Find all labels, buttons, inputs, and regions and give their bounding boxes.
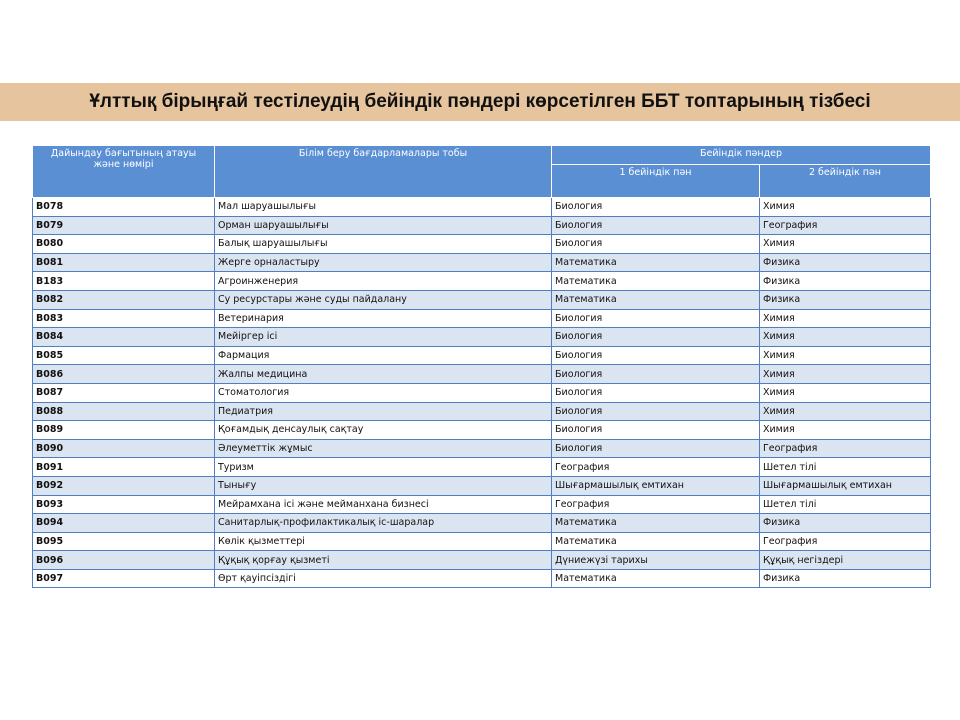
cell-subject-2: Химия bbox=[760, 421, 931, 440]
cell-subject-2: Шығармашылық емтихан bbox=[760, 476, 931, 495]
cell-program-name: Көлік қызметтері bbox=[215, 532, 552, 551]
cell-code: B089 bbox=[33, 421, 215, 440]
cell-program-name: Орман шаруашылығы bbox=[215, 216, 552, 235]
cell-subject-1: Биология bbox=[552, 439, 760, 458]
table-row bbox=[33, 290, 931, 309]
cell-code: B091 bbox=[33, 458, 215, 477]
cell-code: B093 bbox=[33, 495, 215, 514]
table-container bbox=[32, 145, 930, 588]
cell-code: B081 bbox=[33, 253, 215, 272]
cell-subject-2: Химия bbox=[760, 346, 931, 365]
table-row bbox=[33, 328, 931, 347]
cell-subject-1: Математика bbox=[552, 253, 760, 272]
page-title: Ұлттық бірыңғай тестілеудің бейіндік пәндері көрсетілген ББТ топтарының тізбесі bbox=[89, 91, 871, 112]
cell-program-name: Мейрамхана ісі және мейманхана бизнесі bbox=[215, 495, 552, 514]
table-row bbox=[33, 551, 931, 570]
cell-subject-1: Биология bbox=[552, 383, 760, 402]
table-row bbox=[33, 569, 931, 588]
cell-subject-2: Физика bbox=[760, 514, 931, 533]
cell-code: B083 bbox=[33, 309, 215, 328]
cell-subject-1: Дүниежүзі тарихы bbox=[552, 551, 760, 570]
cell-code: B085 bbox=[33, 346, 215, 365]
cell-subject-1: Математика bbox=[552, 569, 760, 588]
cell-program-name: Фармация bbox=[215, 346, 552, 365]
table-row bbox=[33, 216, 931, 235]
cell-program-name: Су ресурстары және суды пайдалану bbox=[215, 290, 552, 309]
cell-program-name: Әлеуметтік жұмыс bbox=[215, 439, 552, 458]
cell-code: B096 bbox=[33, 551, 215, 570]
header-subject-2: 2 бейіндік пән bbox=[760, 165, 931, 198]
cell-program-name: Стоматология bbox=[215, 383, 552, 402]
table-row bbox=[33, 198, 931, 217]
table-row bbox=[33, 365, 931, 384]
cell-program-name: Педиатрия bbox=[215, 402, 552, 421]
header-direction: Дайындау бағытының атауы және нөмірі bbox=[33, 146, 215, 198]
cell-program-name: Мал шаруашылығы bbox=[215, 198, 552, 217]
cell-program-name: Ветеринария bbox=[215, 309, 552, 328]
header-profile-subjects: Бейіндік пәндер bbox=[552, 146, 931, 165]
cell-subject-2: Физика bbox=[760, 272, 931, 291]
cell-program-name: Тынығу bbox=[215, 476, 552, 495]
header-subject-1: 1 бейіндік пән bbox=[552, 165, 760, 198]
table-row bbox=[33, 532, 931, 551]
table-row bbox=[33, 421, 931, 440]
cell-program-name: Агроинженерия bbox=[215, 272, 552, 291]
cell-subject-2: Химия bbox=[760, 235, 931, 254]
cell-code: B097 bbox=[33, 569, 215, 588]
cell-subject-2: Химия bbox=[760, 328, 931, 347]
cell-program-name: Мейіргер ісі bbox=[215, 328, 552, 347]
cell-code: B078 bbox=[33, 198, 215, 217]
header-program-group: Білім беру бағдарламалары тобы bbox=[215, 146, 552, 198]
table-row bbox=[33, 235, 931, 254]
cell-program-name: Балық шаруашылығы bbox=[215, 235, 552, 254]
cell-subject-2: Химия bbox=[760, 365, 931, 384]
cell-subject-2: География bbox=[760, 532, 931, 551]
cell-subject-2: Химия bbox=[760, 198, 931, 217]
title-banner bbox=[0, 83, 960, 121]
cell-program-name: Қоғамдық денсаулық сақтау bbox=[215, 421, 552, 440]
table-row bbox=[33, 514, 931, 533]
cell-subject-1: Шығармашылық емтихан bbox=[552, 476, 760, 495]
table-row bbox=[33, 495, 931, 514]
cell-subject-2: Химия bbox=[760, 383, 931, 402]
cell-subject-2: Химия bbox=[760, 309, 931, 328]
cell-subject-2: Физика bbox=[760, 253, 931, 272]
cell-program-name: Жалпы медицина bbox=[215, 365, 552, 384]
table-row bbox=[33, 346, 931, 365]
cell-subject-1: География bbox=[552, 458, 760, 477]
cell-code: B087 bbox=[33, 383, 215, 402]
cell-subject-2: География bbox=[760, 439, 931, 458]
cell-subject-1: Биология bbox=[552, 309, 760, 328]
table-row bbox=[33, 253, 931, 272]
cell-subject-1: Биология bbox=[552, 365, 760, 384]
cell-code: B079 bbox=[33, 216, 215, 235]
cell-subject-1: Математика bbox=[552, 514, 760, 533]
cell-code: B088 bbox=[33, 402, 215, 421]
table-row bbox=[33, 458, 931, 477]
cell-program-name: Санитарлық-профилактикалық іс-шаралар bbox=[215, 514, 552, 533]
subjects-table bbox=[32, 145, 931, 588]
cell-code: B183 bbox=[33, 272, 215, 291]
cell-subject-2: Шетел тілі bbox=[760, 495, 931, 514]
cell-code: B090 bbox=[33, 439, 215, 458]
cell-code: B094 bbox=[33, 514, 215, 533]
table-row bbox=[33, 383, 931, 402]
cell-subject-1: Биология bbox=[552, 198, 760, 217]
cell-program-name: Жерге орналастыру bbox=[215, 253, 552, 272]
cell-subject-1: Математика bbox=[552, 290, 760, 309]
cell-code: B086 bbox=[33, 365, 215, 384]
cell-code: B084 bbox=[33, 328, 215, 347]
cell-subject-2: География bbox=[760, 216, 931, 235]
table-row bbox=[33, 402, 931, 421]
cell-subject-1: Биология bbox=[552, 402, 760, 421]
cell-program-name: Құқық қорғау қызметі bbox=[215, 551, 552, 570]
cell-subject-2: Құқық негіздері bbox=[760, 551, 931, 570]
cell-code: B080 bbox=[33, 235, 215, 254]
cell-code: B095 bbox=[33, 532, 215, 551]
cell-subject-1: География bbox=[552, 495, 760, 514]
table-row bbox=[33, 439, 931, 458]
cell-subject-1: Математика bbox=[552, 532, 760, 551]
cell-subject-1: Биология bbox=[552, 328, 760, 347]
cell-program-name: Туризм bbox=[215, 458, 552, 477]
cell-subject-1: Биология bbox=[552, 216, 760, 235]
table-body bbox=[33, 198, 931, 588]
table-row bbox=[33, 309, 931, 328]
cell-subject-1: Биология bbox=[552, 421, 760, 440]
cell-subject-2: Физика bbox=[760, 569, 931, 588]
cell-subject-1: Математика bbox=[552, 272, 760, 291]
table-row bbox=[33, 272, 931, 291]
table-header bbox=[33, 146, 931, 198]
table-row bbox=[33, 476, 931, 495]
cell-subject-2: Физика bbox=[760, 290, 931, 309]
cell-subject-1: Биология bbox=[552, 346, 760, 365]
cell-subject-1: Биология bbox=[552, 235, 760, 254]
cell-program-name: Өрт қауіпсіздігі bbox=[215, 569, 552, 588]
cell-subject-2: Химия bbox=[760, 402, 931, 421]
cell-code: B082 bbox=[33, 290, 215, 309]
cell-code: B092 bbox=[33, 476, 215, 495]
cell-subject-2: Шетел тілі bbox=[760, 458, 931, 477]
